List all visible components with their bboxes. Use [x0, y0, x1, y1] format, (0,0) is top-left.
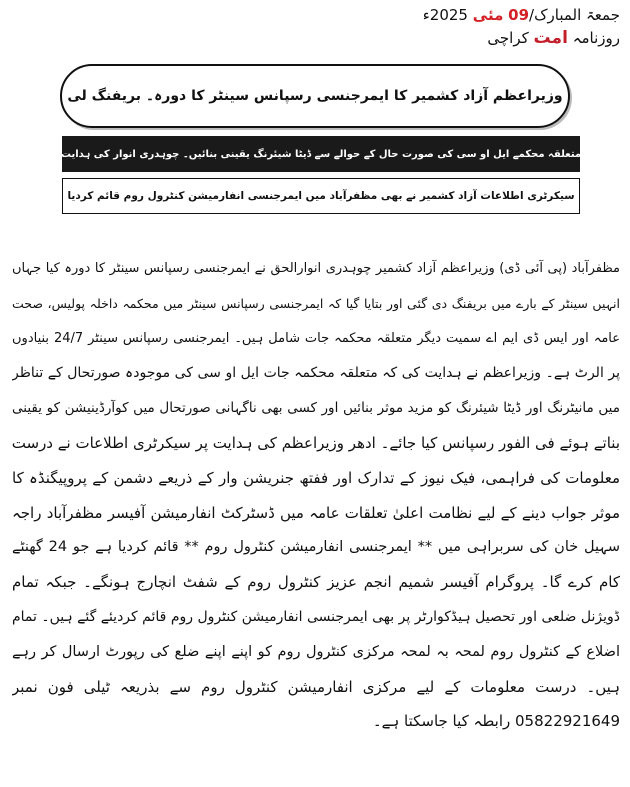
body-line: ڈویژنل ضلعی اور تحصیل ہیڈکوارٹر پر بھی ایمرجنسی انفارمیشن کنٹرول روم قائم کردیئے گئے ہیں۔ تمام	[12, 608, 620, 625]
headline	[60, 64, 570, 128]
body-line: میں مانیٹرنگ اور ڈیٹا شیئرنگ کو مزید موثر بنائیں اور کسی بھی ناگہانی صورتحال میں کوآرڈینیشن کو یقینی	[12, 400, 620, 417]
body-line: ہیں۔ درست معلومات کے لیے مرکزی انفارمیشن کنٹرول روم سے بذریعہ ٹیلی فون نمبر	[12, 677, 620, 696]
dateline	[423, 6, 620, 24]
paper-city: کراچی	[487, 29, 529, 47]
body-line: معلومات کی فراہمی، فیک نیوز کے تدارک اور ففتھ جنریشن وار کے ذریعے دشمن کے پروپیگنڈہ کا	[12, 468, 620, 487]
body-line: مظفرآباد (پی آئی ڈی) وزیراعظم آزاد کشمیر چوہدری انوارالحق نے ایمرجنسی رسپانس سینٹر کا دورہ کیا جہاں	[12, 261, 620, 276]
body-line: کام کرے گا۔ پروگرام آفیسر شمیم انجم عزیز کنٹرول روم کے شفٹ انچارج ہونگے۔ جبکہ تمام	[12, 573, 620, 592]
headline-text: وزیراعظم آزاد کشمیر کا ایمرجنسی رسپانس سینٹر کا دورہ۔ بریفنگ لی	[67, 88, 563, 104]
body-line: پر الرٹ ہے۔ وزیراعظم نے ہدایت کی کہ متعلقہ محکمہ جات ایل او سی کی موجودہ صورتحال کے تناظر	[12, 365, 620, 382]
body-line: موثر جواب دینے کے لیے نظامت اعلیٰ تعلقات عامہ میں ڈسٹرکٹ انفارمیشن آفیسر مظفرآباد راجہ	[12, 503, 620, 522]
day-number: 09	[508, 6, 530, 24]
newspaper-name	[487, 28, 620, 48]
body-line: سہیل خان کی سربراہی میں ** ایمرجنسی انفارمیشن کنٹرول روم ** قائم کردیا ہے جو 24 گھنٹے	[12, 539, 620, 556]
month-name: مئی	[472, 6, 504, 24]
subheadline-secondary-text: سیکرٹری اطلاعات آزاد کشمیر نے بھی مظفرآباد میں ایمرجنسی انفارمیشن کنٹرول روم قائم کردیا	[67, 190, 575, 202]
article-body	[12, 252, 620, 739]
year: 2025ء	[422, 6, 468, 24]
body-line: عامہ اور ایس ڈی ایم اے سمیت دیگر متعلقہ محکمہ جات شامل ہیں۔ ایمرجنسی رسپانس سینٹر 24/7 بنیادوں	[12, 330, 620, 346]
subheadline-primary-text: متعلقہ محکمے ایل او سی کی صورت حال کے حوالے سے ڈیٹا شیئرنگ یقینی بنائیں۔ چوہدری انوار کی ہدایت	[60, 148, 582, 160]
body-line: 05822921649 رابطہ کیا جاسکتا ہے۔	[372, 712, 620, 731]
subheadline-secondary	[62, 178, 580, 214]
body-line: اضلاع کے کنٹرول روم لمحہ بہ لمحہ مرکزی کنٹرول روم کو اپنے اپنے ضلع کی رپورٹ ارسال کر رہے	[12, 643, 620, 660]
body-line: بناتے ہوئے فی الفور رسپانس کیا جائے۔ ادھر وزیراعظم کی ہدایت پر سیکرٹری اطلاعات نے درست	[12, 433, 620, 452]
paper-brand: امت	[533, 28, 568, 48]
day-name: جمعۃ المبارک	[534, 6, 620, 24]
subheadline-primary	[62, 136, 580, 172]
body-line: انہیں سینٹر کے بارے میں بریفنگ دی گئی اور بتایا گیا کہ ایمرجنسی رسپانس سینٹر میں محکمہ داخلہ پولیس، صحت	[12, 295, 620, 311]
paper-prefix: روزنامہ	[572, 29, 620, 47]
date-separator: /	[529, 6, 535, 24]
